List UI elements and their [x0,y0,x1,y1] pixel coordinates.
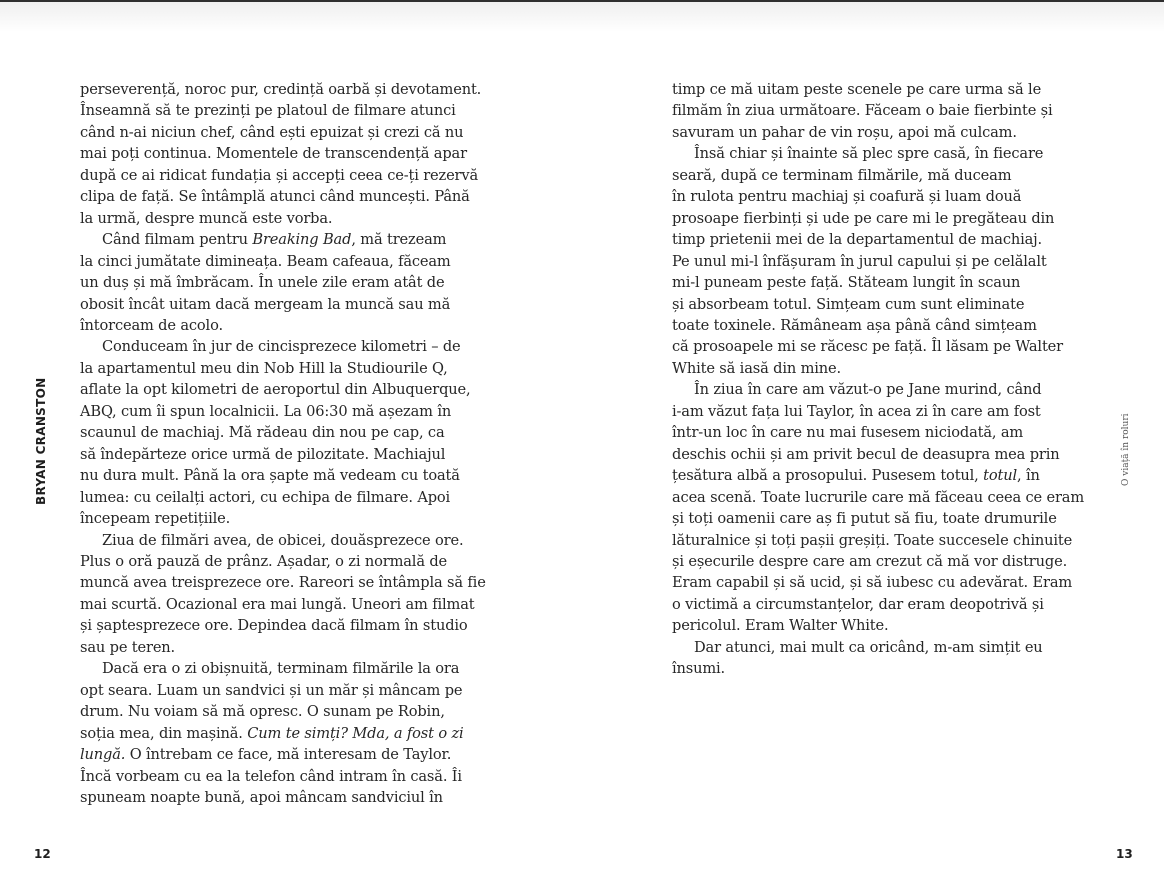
page-number-right: 13 [1116,847,1133,861]
text-segment: În ziua în care am văzut-o pe Jane murind, când [694,381,1042,399]
text-line [672,465,1112,486]
text-segment: Dar atunci, mai mult ca oricând, m-am simțit eu [694,638,1043,656]
text-segment: perseverență, noroc pur, credință oarbă și devotament. [80,81,482,98]
text-segment: prosoape fierbinți și ude pe care mi le pregăteau din [672,209,1055,227]
text-segment: White să iasă din mine. [672,359,842,377]
text-line [80,637,520,658]
text-line [80,336,520,357]
text-line [672,594,1112,615]
text-segment: însumi. [672,660,726,678]
text-segment: obosit încât uitam dacă mergeam la muncă sau mă [80,295,451,313]
right-page-text [672,79,1112,680]
text-line [672,165,1112,186]
text-segment: Plus o oră pauză de prânz. Așadar, o zi normală de [80,552,448,570]
text-segment: un duș și mă îmbrăcam. În unele zile eram atât de [80,274,445,292]
text-segment: o victimă a circumstanțelor, dar eram deopotrivă și [672,595,1044,613]
text-segment: Când filmam pentru [102,231,253,249]
text-segment: să îndepărteze orice urmă de pilozitate. Machiajul [80,445,446,463]
text-line [80,744,520,765]
text-segment: opt seara. Luam un sandvici și un măr și mâncam pe [80,681,463,699]
text-line [672,572,1112,593]
text-segment: întorceam de acolo. [80,316,223,334]
text-segment: la apartamentul meu din Nob Hill la Studiourile Q, [80,359,448,377]
text-segment: mai poți continua. Momentele de transcendență apar [80,145,467,163]
text-line [80,680,520,701]
text-line [672,422,1112,443]
text-line [80,487,520,508]
text-line [672,229,1112,250]
text-segment: O întrebam ce face, mă interesam de Taylor. [125,746,452,764]
text-line [672,336,1112,357]
text-segment: seară, după ce terminam filmările, mă duceam [672,166,1012,184]
text-line [80,79,520,100]
text-line [80,422,520,443]
text-line [80,186,520,207]
page-number-left: 12 [34,847,51,861]
text-line [80,508,520,529]
text-segment: savuram un pahar de vin roșu, apoi mă culcam. [672,123,1017,141]
text-line [672,379,1112,400]
text-segment: după ce ai ridicat fundația și accepți ceea ce-ți rezervă [80,166,479,184]
text-segment: scaunul de machiaj. Mă rădeau din nou pe cap, ca [80,424,445,442]
text-line [80,315,520,336]
text-line [80,272,520,293]
text-segment: la urmă, despre muncă este vorba. [80,209,333,227]
running-head-author: BRYAN CRANSTON [34,377,48,505]
text-segment: și absorbeam totul. Simțeam cum sunt eliminate [672,295,1025,313]
text-segment: nu dura mult. Până la ora șapte mă vedeam cu toată [80,467,460,485]
text-line [672,637,1112,658]
text-segment: acea scenă. Toate lucrurile care mă făceau ceea ce eram [672,488,1085,506]
italic-text: totul [983,467,1017,485]
text-line [80,572,520,593]
text-segment: toate toxinele. Rămâneam așa până când simțeam [672,316,1037,334]
text-line [672,658,1112,679]
text-line [672,79,1112,100]
text-line [672,208,1112,229]
text-segment: și șaptesprezece ore. Depindea dacă filmam în studio [80,617,468,635]
text-segment: Înseamnă să te prezinți pe platoul de filmare atunci [80,102,456,120]
text-line [80,766,520,787]
text-segment: timp prietenii mei de la departamentul de machiaj. [672,231,1043,249]
text-line [672,358,1112,379]
text-segment: mi-l puneam peste față. Stăteam lungit în scaun [672,274,1021,292]
text-segment: Pe unul mi-l înfășuram în jurul capului și pe celălalt [672,252,1047,270]
text-segment: , mă trezeam [351,231,447,249]
text-line [672,487,1112,508]
text-segment: Încă vorbeam cu ea la telefon când intram în casă. Îi [80,767,462,785]
text-line [672,444,1112,465]
text-segment: țesătura albă a prosopului. Pusesem totul, [672,467,984,485]
text-segment: filmăm în ziua următoare. Făceam o baie fierbinte și [672,102,1053,120]
text-segment: drum. Nu voiam să mă opresc. O sunam pe Robin, [80,703,445,721]
text-line [672,530,1112,551]
text-line [80,701,520,722]
text-line [80,208,520,229]
text-line [672,272,1112,293]
text-line [80,122,520,143]
text-line [672,143,1112,164]
text-line [80,530,520,551]
text-line [80,143,520,164]
text-segment: Dacă era o zi obișnuită, terminam filmările la ora [102,660,460,678]
text-segment: și toți oamenii care aș fi putut să fiu, toate drumurile [672,510,1057,528]
text-line [80,358,520,379]
text-line [672,100,1112,121]
top-shade [0,2,1164,32]
text-line [672,401,1112,422]
text-segment: începeam repetițiile. [80,510,231,528]
left-page-text [80,79,520,808]
text-segment: lăturalnice și toți pașii greșiți. Toate succesele chinuite [672,531,1073,549]
text-segment: Eram capabil și să ucid, și să iubesc cu adevărat. Eram [672,574,1073,592]
text-segment: în rulota pentru machiaj și coafură și luam două [672,188,1022,206]
text-segment: mai scurtă. Ocazional era mai lungă. Uneori am filmat [80,595,475,613]
text-line [672,551,1112,572]
text-segment: pericolul. Eram Walter White. [672,617,889,635]
text-segment: muncă avea treisprezece ore. Rareori se întâmpla să fie [80,574,486,592]
text-segment: la cinci jumătate dimineața. Beam cafeaua, făceam [80,252,451,270]
text-segment: când n-ai niciun chef, când ești epuizat și crezi că nu [80,123,464,141]
text-line [80,294,520,315]
text-line [80,658,520,679]
text-segment: că prosoapele mi se răcesc pe față. Îl lăsam pe Walter [672,338,1063,356]
text-segment: , în [1017,467,1040,485]
text-line [672,315,1112,336]
text-line [80,594,520,615]
text-line [80,551,520,572]
text-segment: sau pe teren. [80,638,176,656]
text-segment: aflate la opt kilometri de aeroportul din Albuquerque, [80,381,471,399]
text-line [80,787,520,808]
text-line [80,229,520,250]
text-segment: Conduceam în jur de cincisprezece kilometri – de [102,338,461,356]
text-line [80,165,520,186]
text-line [80,723,520,744]
text-line [672,508,1112,529]
italic-text: lungă. [80,746,126,764]
text-segment: deschis ochii și am privit becul de deasupra mea prin [672,445,1060,463]
running-head-book-title: O viață în roluri [1121,413,1131,486]
italic-text: Cum te simți? Mda, a fost o zi [247,724,464,742]
text-line [80,444,520,465]
text-line [80,100,520,121]
text-segment: lumea: cu ceilalți actori, cu echipa de filmare. Apoi [80,488,451,506]
text-line [672,615,1112,636]
text-line [80,615,520,636]
text-line [672,122,1112,143]
text-segment: timp ce mă uitam peste scenele pe care urma să le [672,81,1042,98]
text-segment: și eșecurile despre care am crezut că mă vor distruge. [672,552,1068,570]
text-line [80,251,520,272]
italic-text: Breaking Bad [252,231,352,249]
text-line [80,465,520,486]
text-segment: ABQ, cum îi spun localnicii. La 06:30 mă așezam în [80,402,452,420]
text-segment: i-am văzut fața lui Taylor, în acea zi în care am fost [672,402,1041,420]
text-line [672,251,1112,272]
text-line [80,401,520,422]
text-segment: Ziua de filmări avea, de obicei, douăsprezece ore. [102,531,464,549]
text-segment: soția mea, din mașină. [80,724,248,742]
text-segment: Însă chiar și înainte să plec spre casă, în fiecare [694,145,1044,163]
text-segment: clipa de față. Se întâmplă atunci când muncești. Până [80,188,470,206]
text-segment: spuneam noapte bună, apoi mâncam sandviciul în [80,788,443,806]
text-line [672,294,1112,315]
text-line [80,379,520,400]
text-segment: într-un loc în care nu mai fusesem niciodată, am [672,424,1024,442]
text-line [672,186,1112,207]
